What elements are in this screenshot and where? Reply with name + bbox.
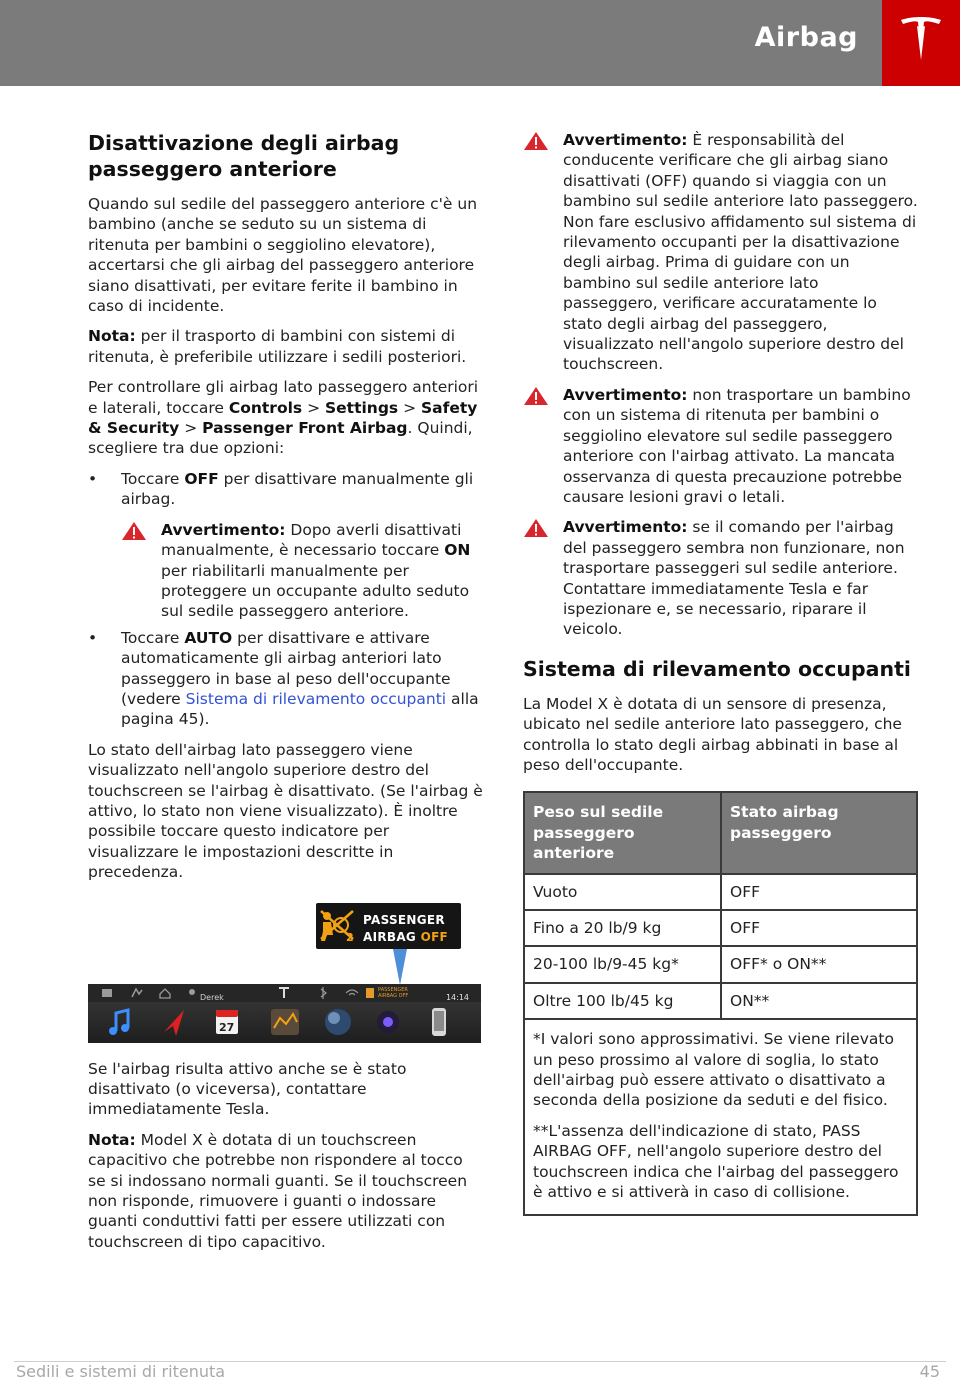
web-browser-app-icon[interactable] — [325, 1009, 351, 1035]
app-dock[interactable] — [88, 1002, 481, 1043]
menu-path-controls: Controls — [228, 398, 303, 417]
indicator-line1: PASSENGER — [378, 986, 408, 993]
page-title: Airbag — [754, 22, 858, 53]
table-header-row — [524, 792, 917, 873]
brand-logo-box — [882, 0, 960, 86]
warning-child-seat — [523, 385, 918, 507]
page-header — [0, 0, 960, 86]
status-icons — [88, 984, 481, 1002]
bullet-auto — [88, 628, 483, 730]
table-note-1: *I valori sono approssimativi. Se viene rilevato un peso prossimo al valore di soglia, lo stato dell'airbag può essere attivato o disattivato a seconda della posizione da seduti e del fisico. — [533, 1030, 894, 1110]
phone-app-icon[interactable] — [432, 1008, 446, 1036]
warning-triangle-icon — [523, 386, 549, 406]
paragraph-status: Lo stato dell'airbag lato passeggero viene visualizzato nell'angolo superiore destro del touchscreen se l'airbag è disattivato. (Se l'airbag è attivo, lo stato non viene visualizzato). È inoltre possibile toccare questo indicatore per visualizzare le impostazioni descritte in precedenza. — [88, 740, 483, 882]
option-off: OFF — [184, 469, 219, 488]
path-separator: > — [302, 398, 325, 417]
right-column — [523, 130, 918, 1216]
bullet-dot: • — [88, 469, 98, 488]
text-fragment: Toccare — [121, 628, 185, 647]
pointer-arrow — [393, 949, 407, 985]
paragraph-instructions — [88, 377, 483, 459]
table-note-cell — [524, 1019, 917, 1215]
energy-app-icon[interactable] — [271, 1009, 299, 1035]
text-fragment: alla pagina 45). — [121, 689, 479, 729]
footer-section-name: Sedili e sistemi di ritenuta — [16, 1362, 226, 1381]
table-note-2: **L'assenza dell'indicazione di stato, PASS AIRBAG OFF, nell'angolo superiore destro del touchscreen indica che l'airbag del passeggero è attivo e si attiverà in caso di collisione. — [533, 1121, 899, 1202]
airbag-status-indicator[interactable] — [378, 987, 408, 999]
table-header-weight: Peso sul sedile passeggero anteriore — [524, 792, 721, 873]
warning-label: Avvertimento: — [563, 385, 688, 404]
touchscreen-bar — [88, 984, 481, 1043]
svg-text:2: 2 — [346, 930, 354, 943]
warning-label: Avvertimento: — [161, 520, 286, 539]
warning-label: Avvertimento: — [563, 131, 688, 149]
warning-control-malfunction — [523, 517, 918, 639]
path-separator: > — [398, 398, 421, 417]
text-fragment: . Quindi, scegliere tra due opzioni: — [88, 419, 473, 458]
table-cell: Oltre 100 lb/45 kg — [524, 983, 721, 1019]
paragraph-intro: Quando sul sedile del passeggero anteriore c'è un bambino (anche se seduto su un sistema di ritenuta per bambini o seggiolino elevatore), accertarsi che gli airbag del passeggero anteriore siano disattivati, per evitare ferite il bambino in caso di incidente. — [88, 195, 478, 316]
option-auto: AUTO — [184, 628, 233, 647]
table-row — [524, 874, 917, 910]
popup-off-text: OFF — [420, 929, 449, 944]
popup-line2 — [363, 927, 448, 947]
warning-text: È responsabilità del conducente verificare che gli airbag siano disattivati (OFF) quando si viaggia con un bambino sul sedile anteriore lato passeggero. Non fare esclusivo affidamento sul sistema di rilevamento occupanti per la disattivazione degli airbag. Prima di guidare con un bambino sul sedile anteriore lato passeggero, verificare accuratamente lo stato degli airbag del passeggero, visualizzato nell'angolo superiore destro del touchscreen. — [563, 131, 918, 374]
text-fragment: Dopo averli disattivati manualmente, è necessario toccare — [161, 520, 462, 560]
warning-triangle-icon — [523, 131, 549, 151]
left-column — [88, 130, 483, 1262]
text-fragment: Toccare — [121, 469, 185, 488]
note-label: Nota: — [88, 327, 136, 346]
popup-airbag-text: AIRBAG — [363, 929, 421, 944]
note-text: Model X è dotata di un touchscreen capacitivo che potrebbe non rispondere al tocco se si indossano normali guanti. Se il touchscreen non risponde, rimuovere i guanti o indossare guanti conduttivi fatti per essere utilizzati con touchscreen di tipo capacitivo. — [88, 1130, 468, 1251]
note-text: per il trasporto di bambini con sistemi di ritenuta, è preferibile utilizzare i sedili posteriori. — [88, 327, 467, 366]
warning-driver-responsibility — [523, 130, 918, 375]
section-heading-deactivation: Disattivazione degli airbag passeggero anteriore — [88, 131, 400, 181]
section-heading-occupant-detection: Sistema di rilevamento occupanti — [523, 656, 911, 681]
text-fragment: per riabilitarli manualmente per proteggere un occupante adulto seduto sul sedile passeggero anteriore. — [161, 561, 470, 621]
paragraph-sensor: La Model X è dotata di un sensore di presenza, ubicato nel sedile anteriore lato passeggero, che controlla lo stato degli airbag abbinati in base al peso dell'occupante. — [523, 694, 902, 774]
popup-line1: PASSENGER — [363, 912, 445, 927]
table-cell: Fino a 20 lb/9 kg — [524, 910, 721, 946]
text-fragment: per disattivare manualmente gli airbag. — [121, 469, 474, 509]
airbag-off-icon — [319, 909, 357, 943]
table-cell: 20-100 lb/9-45 kg* — [524, 946, 721, 982]
paragraph-contact-tesla: Se l'airbag risulta attivo anche se è stato disattivato (o viceversa), contattare immediatamente Tesla. — [88, 1059, 407, 1119]
table-row — [524, 983, 917, 1019]
warning-triangle-icon — [121, 521, 147, 541]
warning-label: Avvertimento: — [563, 518, 688, 537]
driver-profile-name[interactable]: Derek — [200, 992, 224, 1002]
table-cell: Vuoto — [524, 874, 721, 910]
indicator-line2: AIRBAG OFF — [378, 992, 409, 999]
tesla-logo-icon — [900, 16, 942, 66]
note-label: Nota: — [88, 1130, 136, 1149]
occupant-table — [523, 791, 918, 1216]
camera-app-icon[interactable] — [377, 1011, 399, 1033]
menu-path-safety: Safety & Security — [88, 398, 478, 438]
warning-text: non trasportare un bambino con un sistema di ritenuta per bambini o seggiolino elevatore sul sedile passeggero anteriore con l'airbag attivato. La mancata osservanza di questa precauzione potrebbe causare lesioni gravi o letali. — [563, 385, 911, 506]
warning-triangle-icon — [523, 518, 549, 538]
bullet-dot: • — [88, 628, 98, 647]
footer-page-number: 45 — [919, 1362, 940, 1381]
calendar-day: 27 — [219, 1020, 235, 1034]
table-row — [524, 946, 917, 982]
menu-path-airbag: Passenger Front Airbag — [202, 419, 408, 438]
clock: 14:14 — [445, 992, 469, 1002]
music-app-icon[interactable] — [109, 1010, 129, 1035]
touchscreen-figure — [88, 903, 481, 1043]
note-paragraph — [88, 326, 483, 367]
table-cell: OFF* o ON** — [721, 946, 917, 982]
text-fragment: Per controllare gli airbag lato passeggero anteriori e laterali, toccare — [88, 378, 479, 417]
table-cell: ON** — [721, 983, 917, 1019]
table-header-status: Stato airbag passeggero — [721, 792, 917, 873]
navigation-app-icon[interactable] — [164, 1010, 184, 1036]
link-occupant-detection[interactable]: Sistema di rilevamento occupanti — [185, 689, 447, 708]
table-cell: OFF — [721, 910, 917, 946]
table-row — [524, 910, 917, 946]
warning-text: se il comando per l'airbag del passeggero sembra non funzionare, non trasportare passeggeri sul sedile anteriore. Contattare immediatamente Tesla e far ispezionare e, se necessario, riparare il veicolo. — [563, 518, 905, 639]
table-note-row — [524, 1019, 917, 1215]
calendar-app-icon[interactable] — [216, 1010, 238, 1034]
path-separator: > — [179, 419, 203, 438]
menu-path-settings: Settings — [324, 398, 399, 417]
note-paragraph-touchscreen — [88, 1130, 483, 1252]
bullet-off — [88, 469, 483, 622]
status-bar — [88, 984, 481, 1002]
passenger-airbag-off-popup — [316, 903, 461, 949]
text-fragment: per disattivare e attivare automaticamente gli airbag anteriori lato passeggero in base al peso dell'occupante (vedere — [121, 628, 451, 708]
warning-manual-off — [121, 520, 483, 622]
option-on: ON — [444, 541, 471, 560]
table-cell: OFF — [721, 874, 917, 910]
